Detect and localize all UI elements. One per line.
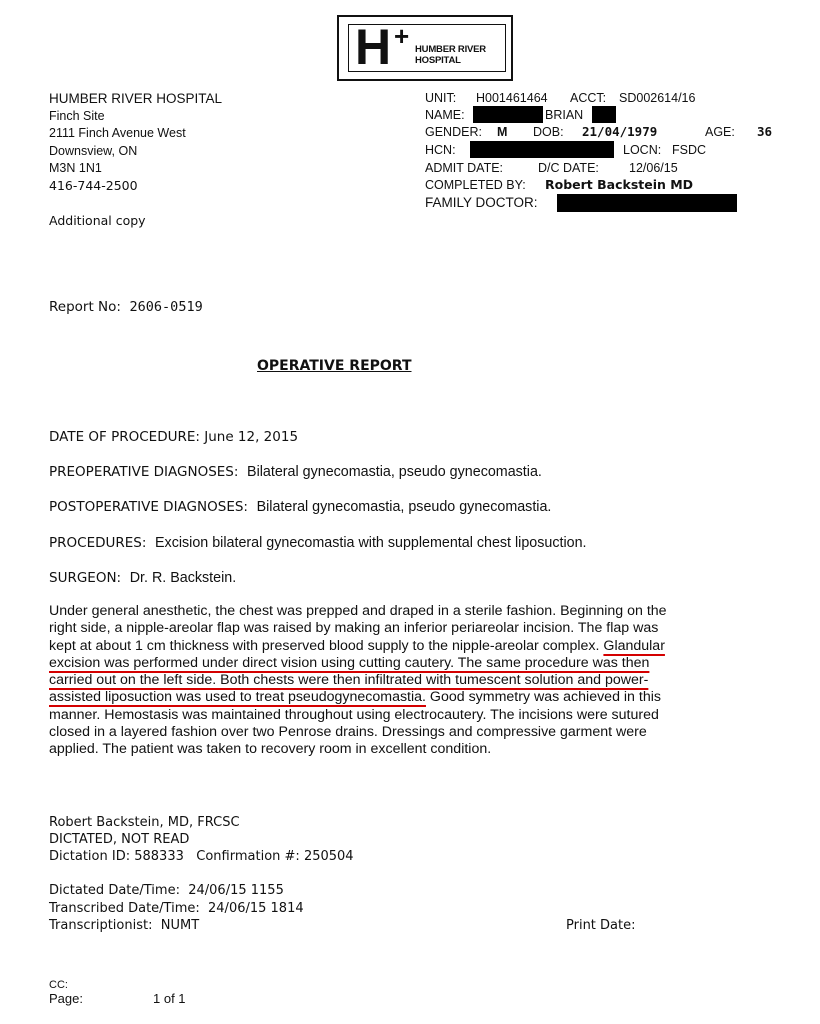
surgeon-label: SURGEON:: [49, 570, 122, 586]
narrative-line: [49, 689, 779, 706]
highlighted-segment: assisted liposuction was used to treat pseudogynecomastia.: [49, 689, 426, 706]
logo-mark: H: [355, 19, 392, 75]
page-label: Page:: [49, 991, 83, 1006]
hcn-label: HCN:: [425, 143, 456, 157]
narrative-line: [49, 638, 779, 655]
copy-note: Additional copy: [49, 213, 146, 228]
narrative-line: closed in a layered fashion over two Penrose drains. Dressings and compressive garment were: [49, 724, 647, 741]
procedures-value: Excision bilateral gynecomastia with supplemental chest liposuction.: [155, 535, 587, 551]
logo-line-2: HOSPITAL: [415, 55, 461, 66]
logo-text: [415, 44, 486, 66]
hospital-postal: M3N 1N1: [49, 161, 102, 175]
age-value: 36: [757, 124, 773, 139]
transcriptionist: [49, 918, 199, 933]
report-title: OPERATIVE REPORT: [257, 358, 412, 374]
dictated-label: Dictated Date/Time:: [49, 883, 180, 898]
preop-label: PREOPERATIVE DIAGNOSES:: [49, 464, 239, 480]
preop-diagnoses: [49, 464, 542, 480]
transcribed-value: 24/06/15 1814: [208, 901, 304, 916]
dictation-value: 588333: [134, 849, 184, 864]
confirmation-label: Confirmation #:: [196, 849, 300, 864]
admit-label: ADMIT DATE:: [425, 161, 504, 175]
dictation-ids: [49, 849, 354, 864]
transcribed-label: Transcribed Date/Time:: [49, 901, 200, 916]
dc-value: 12/06/15: [629, 161, 678, 175]
procedures-label: PROCEDURES:: [49, 535, 147, 551]
hospital-city: Downsview, ON: [49, 144, 138, 158]
locn-label: LOCN:: [623, 143, 662, 157]
redacted-family-doctor: [557, 194, 737, 212]
preop-value: Bilateral gynecomastia, pseudo gynecomastia.: [247, 464, 542, 480]
transcriptionist-value: NUMT: [160, 918, 200, 933]
hospital-site: Finch Site: [49, 109, 105, 123]
transcribed-datetime: [49, 901, 304, 916]
narrative-line: [49, 672, 779, 689]
hospital-name: HUMBER RIVER HOSPITAL: [49, 91, 223, 106]
narrative-line: manner. Hemostasis was maintained throughout using electrocautery. The incisions were sutured: [49, 706, 659, 723]
report-number: [49, 299, 203, 315]
dob-label: DOB:: [533, 125, 564, 139]
postop-value: Bilateral gynecomastia, pseudo gynecomastia.: [256, 499, 552, 515]
postop-diagnoses: [49, 499, 551, 515]
logo-plus: +: [394, 21, 410, 51]
report-number-value: 2606-0519: [129, 299, 203, 315]
logo-frame: [348, 19, 506, 75]
redacted-last-name: [473, 106, 543, 123]
hospital-logo: [337, 15, 513, 81]
acct-value: SD002614/16: [619, 91, 696, 105]
gender-value: M: [497, 125, 508, 139]
procedure-date-label: DATE OF PROCEDURE:: [49, 429, 200, 445]
unit-label: UNIT:: [425, 91, 457, 105]
cc-label: CC:: [49, 979, 68, 991]
narrative-line: [49, 655, 779, 672]
hospital-phone: 416-744-2500: [49, 178, 138, 193]
acct-label: ACCT:: [570, 91, 607, 105]
narrative-line: right side, a nipple-areolar flap was raised by making an inferior periareolar incision. The flap was: [49, 620, 659, 637]
narrative-segment: kept at about 1 cm thickness with preserved blood supply to the nipple-areolar complex.: [49, 637, 604, 654]
name-label: NAME:: [425, 108, 465, 122]
dc-label: D/C DATE:: [538, 161, 599, 175]
redacted-name-suffix: [592, 106, 616, 123]
operative-narrative: [49, 603, 779, 759]
postop-label: POSTOPERATIVE DIAGNOSES:: [49, 499, 248, 515]
highlighted-segment: excision was performed under direct vision using cutting cautery. The same procedure was then: [49, 654, 650, 671]
surgeon: [49, 570, 236, 586]
narrative-segment: Good symmetry was achieved in this: [425, 689, 661, 706]
narrative-line: applied. The patient was taken to recovery room in excellent condition.: [49, 741, 492, 758]
report-number-label: Report No:: [49, 299, 121, 315]
completed-value: Robert Backstein MD: [545, 177, 694, 192]
dob-value: 21/04/1979: [582, 124, 658, 139]
surgeon-value: Dr. R. Backstein.: [129, 570, 237, 586]
dictated-datetime: [49, 883, 284, 898]
procedures: [49, 535, 587, 551]
hospital-street: 2111 Finch Avenue West: [49, 126, 186, 140]
procedure-date-value: June 12, 2015: [204, 429, 299, 445]
print-date-label: Print Date:: [566, 918, 636, 933]
age-label: AGE:: [705, 125, 735, 139]
unit-value: H001461464: [476, 91, 548, 105]
page-value: 1 of 1: [153, 991, 186, 1006]
confirmation-value: 250504: [303, 849, 354, 864]
narrative-line: Under general anesthetic, the chest was prepped and draped in a sterile fashion. Beginning on the: [49, 603, 667, 619]
family-doctor-label: FAMILY DOCTOR:: [425, 195, 538, 210]
locn-value: FSDC: [672, 143, 707, 157]
dictation-status: DICTATED, NOT READ: [49, 832, 190, 847]
redacted-hcn: [470, 141, 614, 158]
highlighted-segment: Glandular: [603, 637, 665, 654]
transcriptionist-label: Transcriptionist:: [49, 918, 153, 933]
signer-name: Robert Backstein, MD, FRCSC: [49, 815, 240, 830]
dictation-label: Dictation ID:: [49, 849, 131, 864]
name-value: BRIAN: [545, 108, 584, 122]
logo-line-1: HUMBER RIVER: [415, 44, 486, 55]
highlighted-segment: carried out on the left side. Both chests were then infiltrated with tumescent solution and power-: [49, 672, 649, 689]
gender-label: GENDER:: [425, 125, 482, 139]
completed-label: COMPLETED BY:: [425, 178, 526, 192]
dictated-value: 24/06/15 1155: [188, 883, 284, 898]
procedure-date: [49, 429, 298, 445]
